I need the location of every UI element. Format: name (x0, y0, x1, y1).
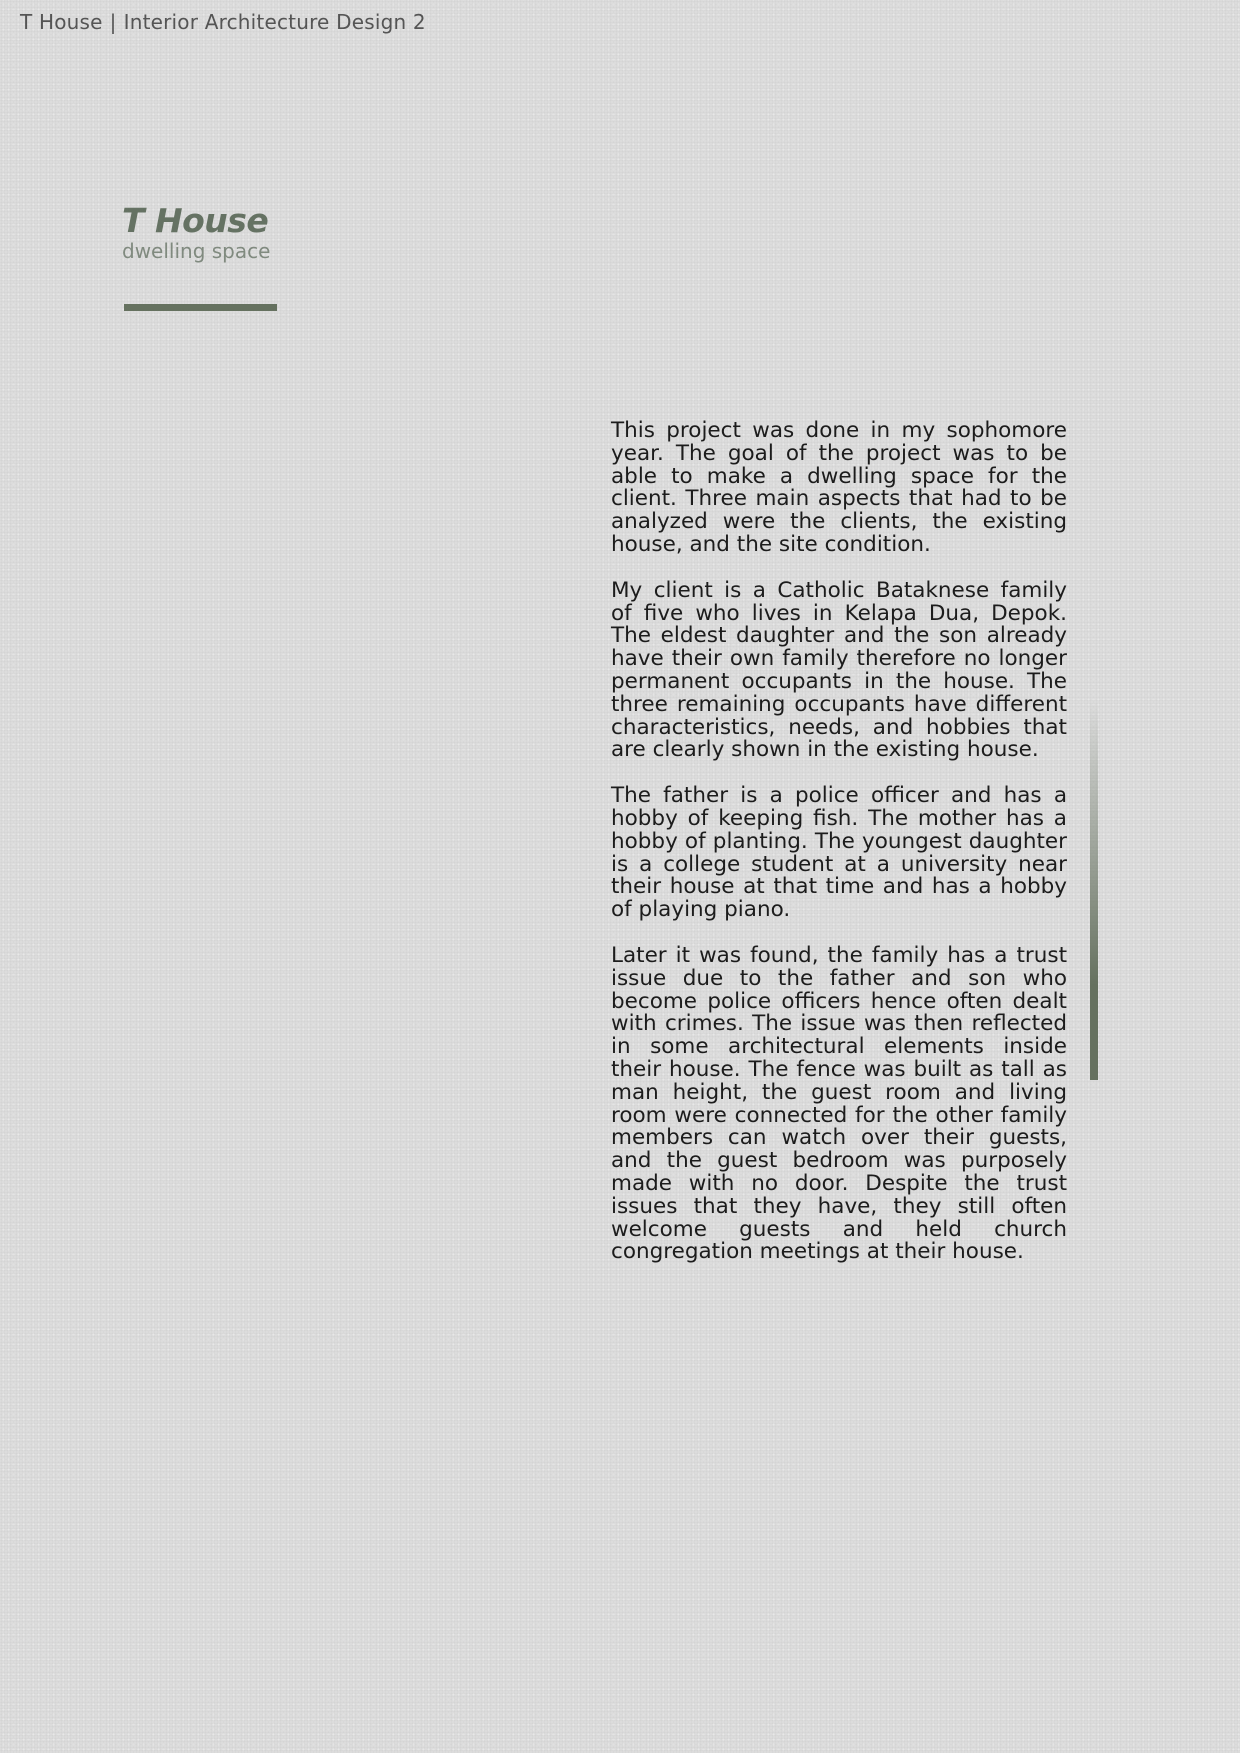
running-header (20, 10, 426, 34)
paragraph-client: My client is a Catholic Bataknese family of five who lives in Kelapa Dua, Depok. The eldest daughter and the son already have their own family therefore no longer permanent occupants in the house. The three remaining occupants have different characteristics, needs, and hobbies that are clearly shown in the existing house. (611, 577, 1067, 763)
header-project-name: T House (20, 10, 103, 34)
title-accent-bar (124, 304, 277, 311)
page-subtitle: dwelling space (122, 239, 271, 263)
title-block (122, 201, 271, 263)
page-title: T House (122, 201, 269, 240)
header-separator: | (109, 10, 117, 34)
header-course-name: Interior Architecture Design 2 (123, 10, 426, 34)
project-description (611, 420, 1067, 1287)
side-accent-bar (1090, 700, 1098, 1080)
paragraph-intro: This project was done in my sophomore year. The goal of the project was to be able to make a dwelling space for the client. Three main aspects that had to be analyzed were the clients, the existing house, and the site condition. (611, 418, 1067, 557)
paragraph-trust-issue: Later it was found, the family has a trust issue due to the father and son who become police officers hence often dealt with crimes. The issue was then reflected in some architectural elements inside their house. The fence was built as tall as man height, the guest room and living room were connected for the other family members can watch over their guests, and the guest bedroom was purposely made with no door. Despite the trust issues that they have, they still often welcome guests and held church congregation meetings at their house. (611, 942, 1067, 1265)
paragraph-occupants: The father is a police officer and has a hobby of keeping fish. The mother has a hobby of planting. The youngest daughter is a college student at a university near their house at that time and has a hobby of playing piano. (611, 783, 1067, 923)
